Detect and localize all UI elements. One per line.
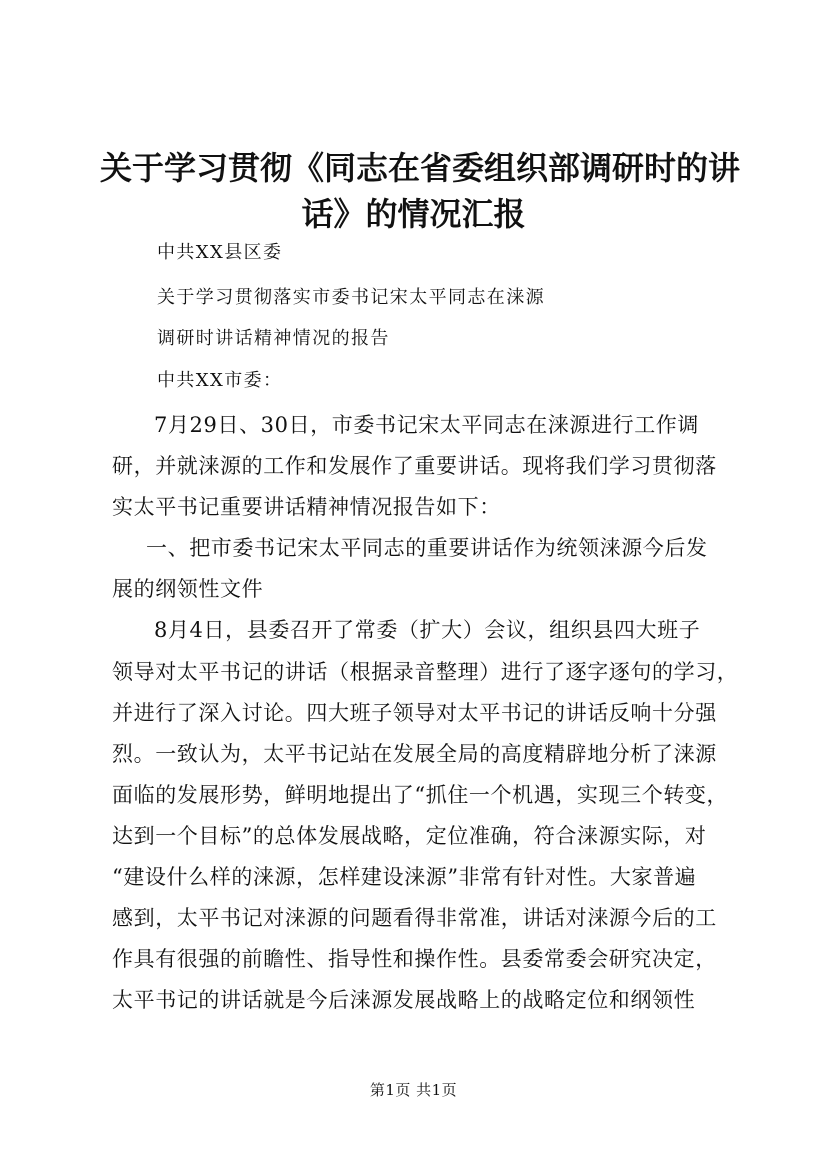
document-title bbox=[100, 145, 741, 237]
recipient-line: 中共XX市委： bbox=[157, 370, 283, 391]
report-subject-line-1: 关于学习贯彻落实市委书记宋太平同志在涞源 bbox=[157, 287, 545, 308]
body-line: 达到一个目标”的总体发展战略，定位准确，符合涞源实际，对 bbox=[112, 823, 707, 848]
page-number-footer: 第1页 共1页 bbox=[369, 1081, 458, 1099]
report-subject-line-2: 调研时讲话精神情况的报告 bbox=[157, 328, 390, 349]
section-heading-line: 一、把市委书记宋太平同志的重要讲话作为统领涞源今后发 bbox=[146, 536, 708, 561]
section-heading-line: 展的纲领性文件 bbox=[112, 577, 264, 602]
body-line: 并进行了深入讨论。四大班子领导对太平书记的讲话反响十分强 bbox=[112, 700, 717, 725]
body-line: 烈。一致认为，太平书记站在发展全局的高度精辟地分析了涞源 bbox=[112, 741, 717, 766]
title-line-2: 话》的情况汇报 bbox=[301, 195, 526, 233]
body-line: 7月29日、30日，市委书记宋太平同志在涞源进行工作调 bbox=[154, 413, 700, 437]
body-line: 太平书记的讲话就是今后涞源发展战略上的战略定位和纲领性 bbox=[112, 988, 696, 1013]
body-line: 实太平书记重要讲话精神情况报告如下： bbox=[112, 495, 501, 520]
body-line: 感到，太平书记对涞源的问题看得非常准，讲话对涞源今后的工 bbox=[112, 906, 717, 931]
body-line: 研，并就涞源的工作和发展作了重要讲话。现将我们学习贯彻落 bbox=[112, 454, 717, 479]
body-line: 领导对太平书记的讲话（根据录音整理）进行了逐字逐句的学习， bbox=[112, 659, 739, 684]
issuer-line: 中共XX县区委 bbox=[157, 242, 283, 263]
body-line: 8月4日，县委召开了常委（扩大）会议，组织县四大班子 bbox=[154, 618, 701, 643]
body-line: 面临的发展形势，鲜明地提出了“抓住一个机遇，实现三个转变， bbox=[112, 782, 729, 807]
body-line: “建设什么样的涞源，怎样建设涞源”非常有针对性。大家普遍 bbox=[112, 865, 697, 890]
body-line: 作具有很强的前瞻性、指导性和操作性。县委常委会研究决定， bbox=[112, 947, 717, 972]
title-line-1: 关于学习贯彻《同志在省委组织部调研时的讲 bbox=[100, 149, 741, 187]
report-body bbox=[112, 405, 739, 1021]
